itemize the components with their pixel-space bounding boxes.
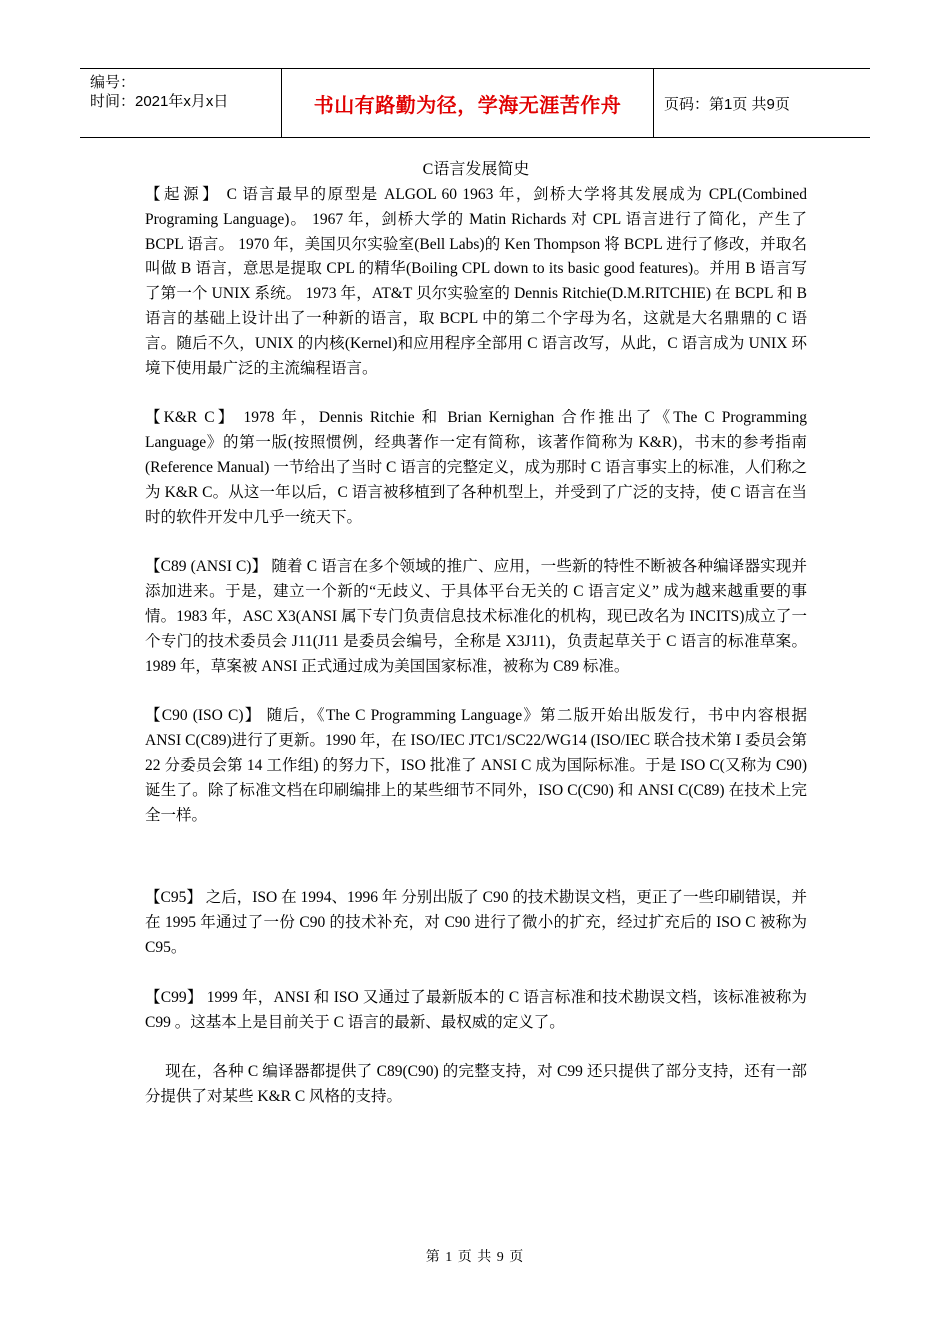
section-c90	[145, 704, 807, 828]
header-meta	[80, 69, 282, 137]
section-tag: 【K&R C】	[145, 409, 237, 427]
section-c89	[145, 555, 807, 679]
section-tag: 【C99】	[145, 988, 203, 1006]
section-tag: 【C89 (ANSI C)】	[145, 558, 268, 576]
section-text: 之后，ISO 在 1994、1996 年 分别出版了 C90 的技术勘误文档，更正了一些印刷错误，并在 1995 年通过了一份 C90 的技术补充，对 C90 进行了微小的扩充，经过扩充后的 ISO C 被称为 C95。	[145, 889, 807, 956]
section-tag: 【C95】	[145, 889, 202, 907]
section-text: 随后，《The C Programming Language》第二版开始出版发行，书中内容根据 ANSI C(C89)进行了更新。1990 年，在 ISO/IEC JTC1/SC22/WG14 (ISO/IEC 联合技术第 I 委员会第 22 分委员会第 14 工作组) 的努力下，ISO 批准了 ANSI C 成为国际标准。于是 ISO C(又称为 C90) 诞生了。除了标准文档在印刷编排上的某些细节不同外，ISO C(C90) 和 ANSI C(C89) 在技术上完全一样。	[145, 707, 807, 824]
page-footer: 第 1 页 共 9 页	[425, 1250, 525, 1265]
section-origin	[145, 183, 807, 381]
section-text: 1978 年，Dennis Ritchie 和 Brian Kernighan 合作推出了《The C Programming Language》的第一版(按照惯例，经典著作一定有简称，该著作简称为 K&R)，书末的参考指南 (Reference Manual) 一节给出了当时 C 语言的完整定义，成为那时 C 语言事实上的标准，人们称之为 K&R C。从这一年以后，C 语言被移植到了各种机型上，并受到了广泛的支持，使 C 语言在当时的软件开发中几乎一统天下。	[145, 409, 807, 526]
section-kr-c	[145, 406, 807, 530]
document-date-label: 时间：2021年x月x日	[90, 93, 229, 110]
section-text: 随着 C 语言在多个领域的推广、应用，一些新的特性不断被各种编译器实现并添加进来。于是，建立一个新的“无歧义、于具体平台无关的 C 语言定义” 成为越来越重要的事情。1983 年，ASC X3(ANSI 属下专门负责信息技术标准化的机构，现已改名为 INCITS)成立了一个专门的技术委员会 J11(J11 是委员会编号，全称是 X3J11)，负责起草关于 C 语言的标准草案。1989 年，草案被 ANSI 正式通过成为美国国家标准，被称为 C89 标准。	[145, 558, 807, 675]
section-text: 1999 年，ANSI 和 ISO 又通过了最新版本的 C 语言标准和技术勘误文档，该标准被称为 C99 。这基本上是目前关于 C 语言的最新、最权威的定义了。	[145, 988, 807, 1031]
document-title: C语言发展简史	[422, 161, 530, 178]
section-text: C 语言最早的原型是 ALGOL 60 1963 年，剑桥大学将其发展成为 CPL(Combined Programing Language)。 1967 年，剑桥大学的 Matin Richards 对 CPL 语言进行了简化，产生了 BCPL 语言。 1970 年，美国贝尔实验室(Bell Labs)的 Ken Thompson 将 BCPL 进行了修改，并取名叫做 B 语言，意思是提取 CPL 的精华(Boiling CPL down to its basic good features)。并用 B 语言写了第一个 UNIX 系统。 1973 年，AT&T 贝尔实验室的 Dennis Ritchie(D.M.RITCHIE) 在 BCPL 和 B 语言的基础上设计出了一种新的语言，取 BCPL 中的第二个字母为名，这就是大名鼎鼎的 C 语言。随后不久，UNIX 的内核(Kernel)和应用程序全部用 C 语言改写，从此，C 语言成为 UNIX 环境下使用最广泛的主流编程语言。	[145, 186, 807, 377]
section-tag: 【C90 (ISO C)】	[145, 707, 262, 725]
header-page-number: 页码：第1页 共9页	[664, 95, 790, 113]
section-c99	[145, 986, 807, 1036]
header-motto: 书山有路勤为径，学海无涯苦作舟	[282, 69, 654, 137]
document-body	[145, 158, 807, 1110]
document-number-label: 编号：	[90, 74, 136, 91]
section-tag: 【起源】	[145, 186, 222, 203]
closing-paragraph: 现在，各种 C 编译器都提供了 C89(C90) 的完整支持，对 C99 还只提供了部分支持，还有一部分提供了对某些 K&R C 风格的支持。	[145, 1063, 807, 1106]
document-header	[80, 68, 870, 138]
section-c95	[145, 886, 807, 960]
